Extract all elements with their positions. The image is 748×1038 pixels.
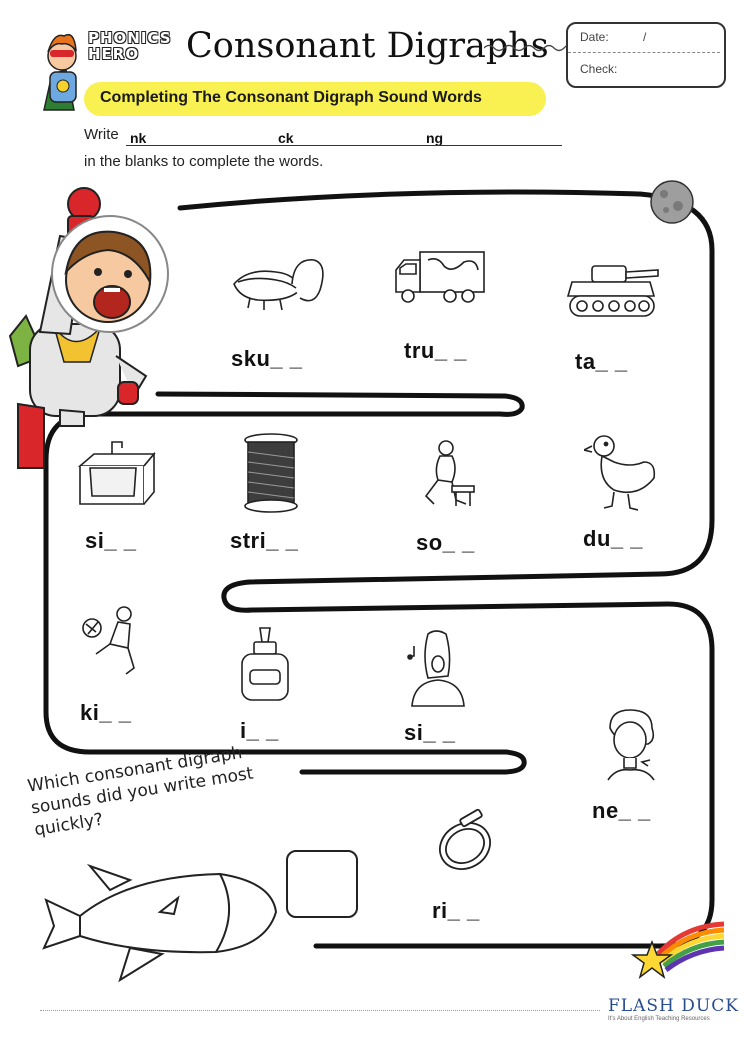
logo-line-1: PHONICS: [88, 29, 172, 47]
ring-picture: [432, 808, 498, 874]
word-sock: so_ _: [416, 530, 475, 555]
reflection-question: Which consonant digraph sounds did you write most quickly?: [26, 743, 255, 841]
word-duck: du_ _: [583, 526, 643, 551]
word-skunk: sku_ _: [231, 346, 303, 371]
word-neck: ne_ _: [592, 798, 651, 823]
logo-line-2: HERO: [88, 45, 140, 63]
check-label: Check:: [580, 62, 618, 76]
string-picture: [240, 432, 302, 514]
digraph-ck: ck: [278, 130, 294, 146]
flashduck-logo: FLASH DUCK: [608, 996, 739, 1016]
tank-picture: [564, 258, 660, 322]
digraph-nk: nk: [130, 130, 147, 146]
word-kick: ki_ _: [80, 700, 132, 725]
neck-picture: [598, 706, 666, 784]
instruction-write: Write: [84, 126, 119, 143]
footer-divider: [40, 1010, 600, 1011]
date-label: Date:: [580, 30, 609, 44]
asteroid-icon: [648, 178, 696, 226]
digraph-ng: ng: [426, 130, 444, 146]
sink-picture: [76, 436, 158, 510]
sock-picture: [416, 438, 478, 510]
word-truck: tru_ _: [404, 338, 467, 363]
word-sing: si_ _: [404, 720, 456, 745]
page-subtitle: Completing The Consonant Digraph Sound Words: [100, 89, 482, 106]
instruction-line-2: in the blanks to complete the words.: [84, 153, 324, 170]
word-tank: ta_ _: [575, 349, 628, 374]
word-ring: ri_ _: [432, 898, 480, 923]
hero-boy-icon: [4, 186, 172, 476]
page-title: Consonant Digraphs: [186, 26, 549, 66]
skunk-picture: [228, 250, 328, 314]
word-string: stri_ _: [230, 528, 299, 553]
ink-picture: [238, 626, 292, 704]
date-separator: /: [643, 30, 647, 44]
sing-picture: [404, 626, 470, 712]
flashduck-tagline: It's About English Teaching Resources: [608, 1016, 710, 1022]
word-sink: si_ _: [85, 528, 137, 553]
word-ink: i_ _: [240, 718, 279, 743]
duck-picture: [584, 432, 662, 512]
truck-picture: [392, 246, 488, 308]
shooting-star-icon: [630, 920, 726, 980]
kick-picture: [80, 604, 146, 678]
answer-box[interactable]: [286, 850, 358, 918]
rocket-icon: [40, 856, 280, 986]
